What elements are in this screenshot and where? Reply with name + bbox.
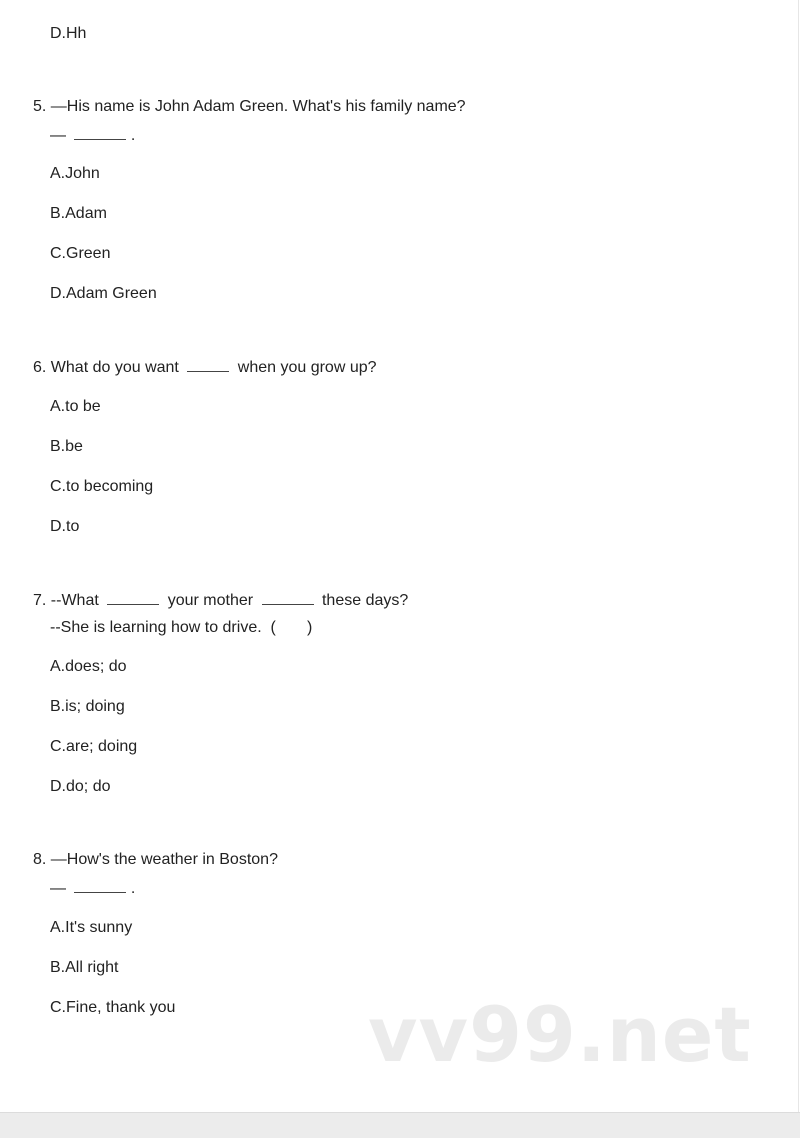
q6-option-a: A.to be bbox=[50, 398, 101, 415]
q6-option-c: C.to becoming bbox=[50, 478, 154, 495]
q7-reply: --She is learning how to drive. ( ) bbox=[50, 619, 313, 636]
q8-option-b: B.All right bbox=[50, 959, 119, 976]
q6-blank bbox=[187, 357, 229, 372]
q8-stem: 8. —How's the weather in Boston? bbox=[33, 851, 278, 868]
q7-option-d: D.do; do bbox=[50, 778, 111, 795]
q8-answer-end: . bbox=[130, 880, 136, 897]
q5-option-c: C.Green bbox=[50, 245, 111, 262]
q5-option-d: D.Adam Green bbox=[50, 285, 157, 302]
q8-answer-blank bbox=[74, 878, 126, 893]
q5-answer-line bbox=[50, 125, 135, 145]
q7-blank-2 bbox=[262, 590, 314, 605]
q5-answer-end: . bbox=[130, 127, 136, 144]
q8-option-a: A.It's sunny bbox=[50, 919, 133, 936]
q8-answer-dash: — bbox=[50, 880, 66, 897]
q6-stem-part2: when you grow up? bbox=[237, 359, 377, 376]
q6-option-d: D.to bbox=[50, 518, 80, 535]
q8-answer-line bbox=[50, 878, 135, 898]
q8-option-c: C.Fine, thank you bbox=[50, 999, 176, 1016]
q5-option-b: B.Adam bbox=[50, 205, 107, 222]
q7-stem-part3: these days? bbox=[321, 592, 409, 609]
q7-option-a: A.does; do bbox=[50, 658, 127, 675]
watermark: vv99.net bbox=[368, 990, 752, 1079]
q6-stem bbox=[33, 357, 377, 377]
q4-option-d: D.Hh bbox=[50, 25, 87, 42]
q7-option-c: C.are; doing bbox=[50, 738, 138, 755]
q5-option-a: A.John bbox=[50, 165, 100, 182]
q7-stem bbox=[33, 590, 408, 610]
q5-answer-blank bbox=[74, 125, 126, 140]
q5-answer-dash: — bbox=[50, 127, 66, 144]
q7-option-b: B.is; doing bbox=[50, 698, 125, 715]
q7-stem-part1: 7. --What bbox=[33, 592, 99, 609]
q6-option-b: B.be bbox=[50, 438, 83, 455]
bottom-scroll-bar bbox=[0, 1112, 800, 1138]
q7-stem-part2: your mother bbox=[167, 592, 254, 609]
q5-stem: 5. —His name is John Adam Green. What's his family name? bbox=[33, 98, 466, 115]
q6-stem-part1: 6. What do you want bbox=[33, 359, 179, 376]
q7-blank-1 bbox=[107, 590, 159, 605]
